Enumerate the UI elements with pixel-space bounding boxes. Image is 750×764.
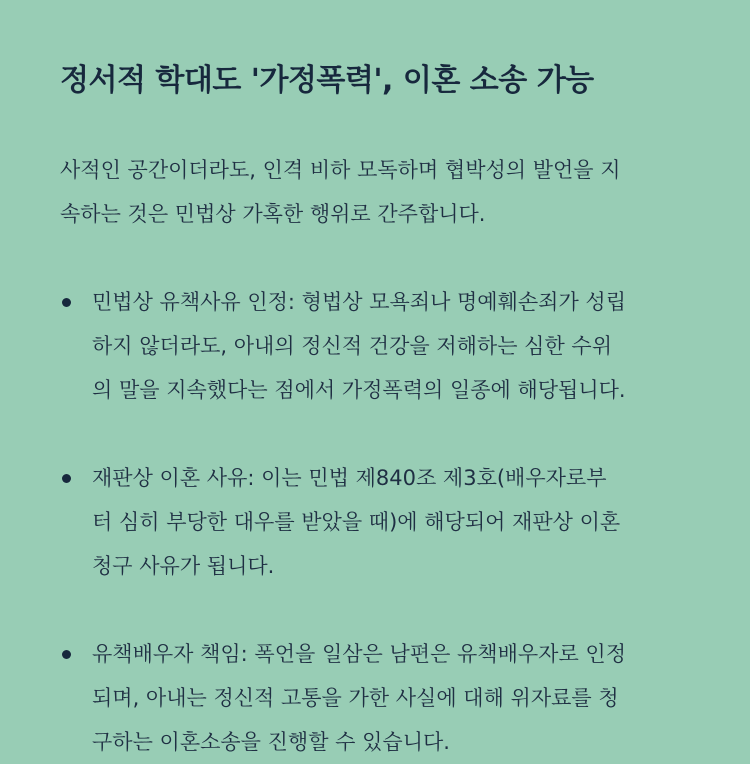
bullet-dot-icon: [62, 650, 71, 659]
intro-line: 속하는 것은 민법상 가혹한 행위로 간주합니다.: [60, 202, 486, 226]
bullet-line: 되며, 아내는 정신적 고통을 가한 사실에 대해 위자료를 청: [92, 686, 619, 710]
bullet-line: 의 말을 지속했다는 점에서 가정폭력의 일종에 해당됩니다.: [92, 378, 626, 402]
bullet-line: 재판상 이혼 사유: 이는 민법 제840조 제3호(배우자로부: [92, 466, 607, 490]
page-title: 정서적 학대도 '가정폭력', 이혼 소송 가능: [60, 63, 594, 98]
bullet-line: 민법상 유책사유 인정: 형법상 모욕죄나 명예훼손죄가 성립: [92, 290, 626, 314]
bullet-list: [60, 280, 690, 764]
intro-line: 사적인 공간이더라도, 인격 비하 모독하며 협박성의 발언을 지: [60, 158, 621, 182]
bullet-item-fault-grounds: [60, 280, 690, 412]
bullet-line: 청구 사유가 됩니다.: [92, 554, 275, 578]
bullet-item-spouse-liability: [60, 632, 690, 764]
bullet-line: 구하는 이혼소송을 진행할 수 있습니다.: [92, 730, 450, 754]
bullet-dot-icon: [62, 474, 71, 483]
bullet-dot-icon: [62, 298, 71, 307]
bullet-line: 터 심히 부당한 대우를 받았을 때)에 해당되어 재판상 이혼: [92, 510, 621, 534]
bullet-item-divorce-grounds: [60, 456, 690, 588]
intro-paragraph: [60, 148, 690, 236]
bullet-line: 하지 않더라도, 아내의 정신적 건강을 저해하는 심한 수위: [92, 334, 612, 358]
bullet-line: 유책배우자 책임: 폭언을 일삼은 남편은 유책배우자로 인정: [92, 642, 626, 666]
